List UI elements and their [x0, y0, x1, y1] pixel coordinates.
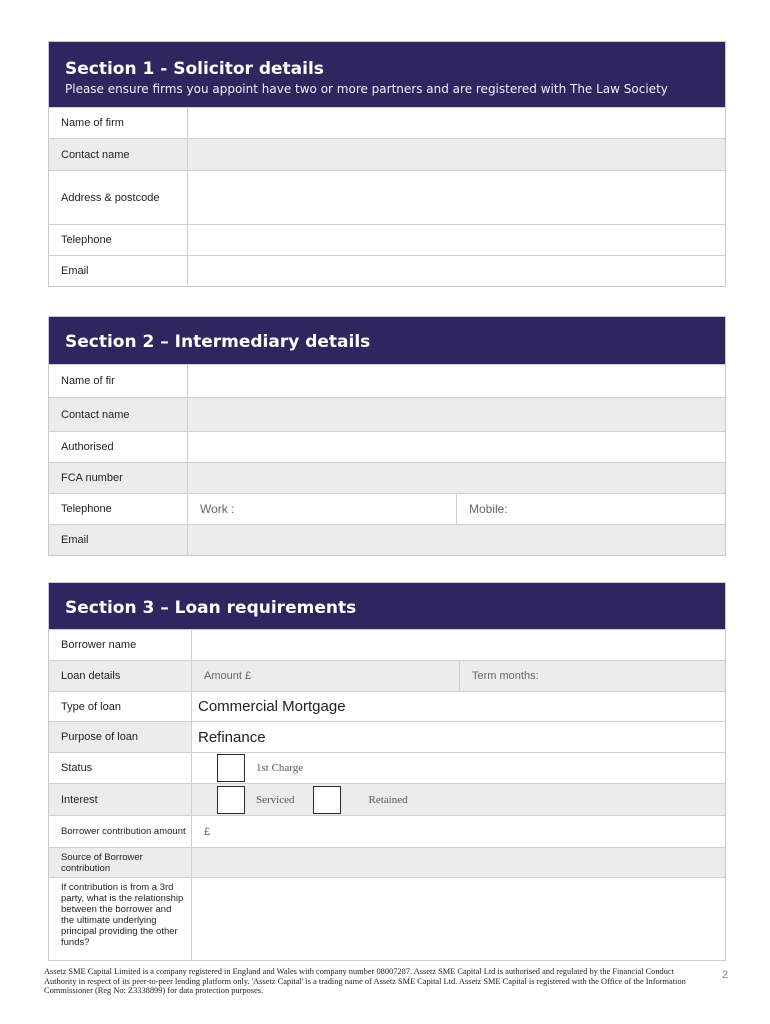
- input-intermediary-email[interactable]: [188, 525, 725, 555]
- interest-options: [192, 784, 725, 815]
- section-2: [48, 316, 726, 556]
- first-charge-checkbox[interactable]: [217, 754, 245, 782]
- label-intermediary-telephone: Telephone: [49, 494, 188, 524]
- row-source-of-contribution: [49, 847, 725, 877]
- input-type-of-loan[interactable]: [192, 692, 725, 721]
- input-borrower-contribution[interactable]: [192, 816, 725, 847]
- input-authorised[interactable]: [188, 432, 725, 462]
- row-intermediary-name: [49, 364, 725, 397]
- input-purpose-of-loan[interactable]: [192, 722, 725, 752]
- section-1-title: Section 1 - Solicitor details: [65, 59, 324, 79]
- row-interest: [49, 783, 725, 815]
- purpose-of-loan-value: Refinance: [198, 728, 266, 746]
- label-contact-name: Contact name: [49, 139, 188, 170]
- first-charge-label: 1st Charge: [256, 762, 304, 774]
- section-1-subtitle: Please ensure firms you appoint have two or more partners and are registered with The Law Society: [65, 82, 668, 96]
- input-mobile-phone[interactable]: [457, 494, 725, 524]
- label-address: Address & postcode: [49, 171, 188, 224]
- input-source-of-contribution[interactable]: [192, 848, 725, 877]
- label-status: Status: [49, 753, 192, 783]
- section-3-header: [49, 583, 725, 629]
- row-address: [49, 170, 725, 224]
- label-intermediary-name: Name of fir: [49, 365, 188, 397]
- label-intermediary-contact: Contact name: [49, 398, 188, 431]
- type-of-loan-value: Commercial Mortgage: [198, 698, 346, 715]
- term-label: Term months:: [472, 670, 539, 682]
- input-intermediary-name[interactable]: [188, 365, 725, 397]
- input-fca-number[interactable]: [188, 463, 725, 493]
- row-authorised: [49, 431, 725, 462]
- retained-checkbox[interactable]: [313, 786, 341, 814]
- mobile-label: Mobile:: [469, 502, 508, 516]
- status-options: [192, 753, 725, 783]
- input-third-party[interactable]: [192, 878, 725, 960]
- input-contact-name[interactable]: [188, 139, 725, 170]
- row-purpose-of-loan: [49, 721, 725, 752]
- label-intermediary-email: Email: [49, 525, 188, 555]
- row-loan-details: [49, 660, 725, 691]
- label-name-of-firm: Name of firm: [49, 108, 188, 138]
- row-type-of-loan: [49, 691, 725, 721]
- telephone-fields: [188, 494, 725, 524]
- input-name-of-firm[interactable]: [188, 108, 725, 138]
- loan-details-fields: [192, 661, 725, 691]
- serviced-label: Serviced: [256, 793, 295, 806]
- section-1: [48, 41, 726, 287]
- label-loan-details: Loan details: [49, 661, 192, 691]
- label-borrower-name: Borrower name: [49, 630, 192, 660]
- input-borrower-name[interactable]: [192, 630, 725, 660]
- retained-label: Retained: [368, 793, 408, 806]
- input-telephone[interactable]: [188, 225, 725, 255]
- input-intermediary-contact[interactable]: [188, 398, 725, 431]
- row-email: [49, 255, 725, 286]
- page-number: 2: [722, 969, 729, 981]
- label-email: Email: [49, 256, 188, 286]
- contribution-currency: £: [204, 825, 211, 838]
- amount-label: Amount £: [204, 670, 252, 682]
- input-address[interactable]: [188, 171, 725, 224]
- row-contact-name: [49, 138, 725, 170]
- label-source-of-contribution: Source of Borrower contribution: [49, 848, 192, 877]
- row-status: [49, 752, 725, 783]
- section-3-title: Section 3 – Loan requirements: [65, 598, 357, 618]
- row-intermediary-telephone: [49, 493, 725, 524]
- input-email[interactable]: [188, 256, 725, 286]
- serviced-checkbox[interactable]: [217, 786, 245, 814]
- label-third-party: If contribution is from a 3rd party, what is the relationship between the borrower and the ultimate underlying principal providing the other funds?: [49, 878, 192, 960]
- footer-legal-text: Assetz SME Capital Limited is a company registered in England and Wales with company number 08007287. Assetz SME Capital Ltd is authorised and regulated by the Financial Conduct Authority in respect of its peer-to-peer lending platform only. 'Assetz Capital' is a trading name of Assetz SME Capital Ltd. Assetz SME Capital is registered with the Office of the Information Commissioner (Reg No: Z3338899) for data protection purposes.: [44, 967, 686, 995]
- row-intermediary-contact: [49, 397, 725, 431]
- row-borrower-contribution: [49, 815, 725, 847]
- row-name-of-firm: [49, 107, 725, 138]
- label-telephone: Telephone: [49, 225, 188, 255]
- row-third-party: [49, 877, 725, 961]
- label-borrower-contribution: Borrower contribution amount: [49, 816, 192, 847]
- input-work-phone[interactable]: [188, 494, 457, 524]
- label-purpose-of-loan: Purpose of loan: [49, 722, 192, 752]
- label-authorised: Authorised: [49, 432, 188, 462]
- row-fca-number: [49, 462, 725, 493]
- input-loan-amount[interactable]: [192, 661, 460, 691]
- row-intermediary-email: [49, 524, 725, 555]
- section-3: [48, 582, 726, 961]
- work-label: Work :: [200, 502, 235, 516]
- section-2-title: Section 2 – Intermediary details: [65, 332, 371, 352]
- label-type-of-loan: Type of loan: [49, 692, 192, 721]
- section-1-header: [49, 42, 725, 107]
- section-2-header: [49, 317, 725, 364]
- label-fca-number: FCA number: [49, 463, 188, 493]
- input-loan-term[interactable]: [460, 661, 725, 691]
- row-borrower-name: [49, 629, 725, 660]
- row-telephone: [49, 224, 725, 255]
- label-interest: Interest: [49, 784, 192, 815]
